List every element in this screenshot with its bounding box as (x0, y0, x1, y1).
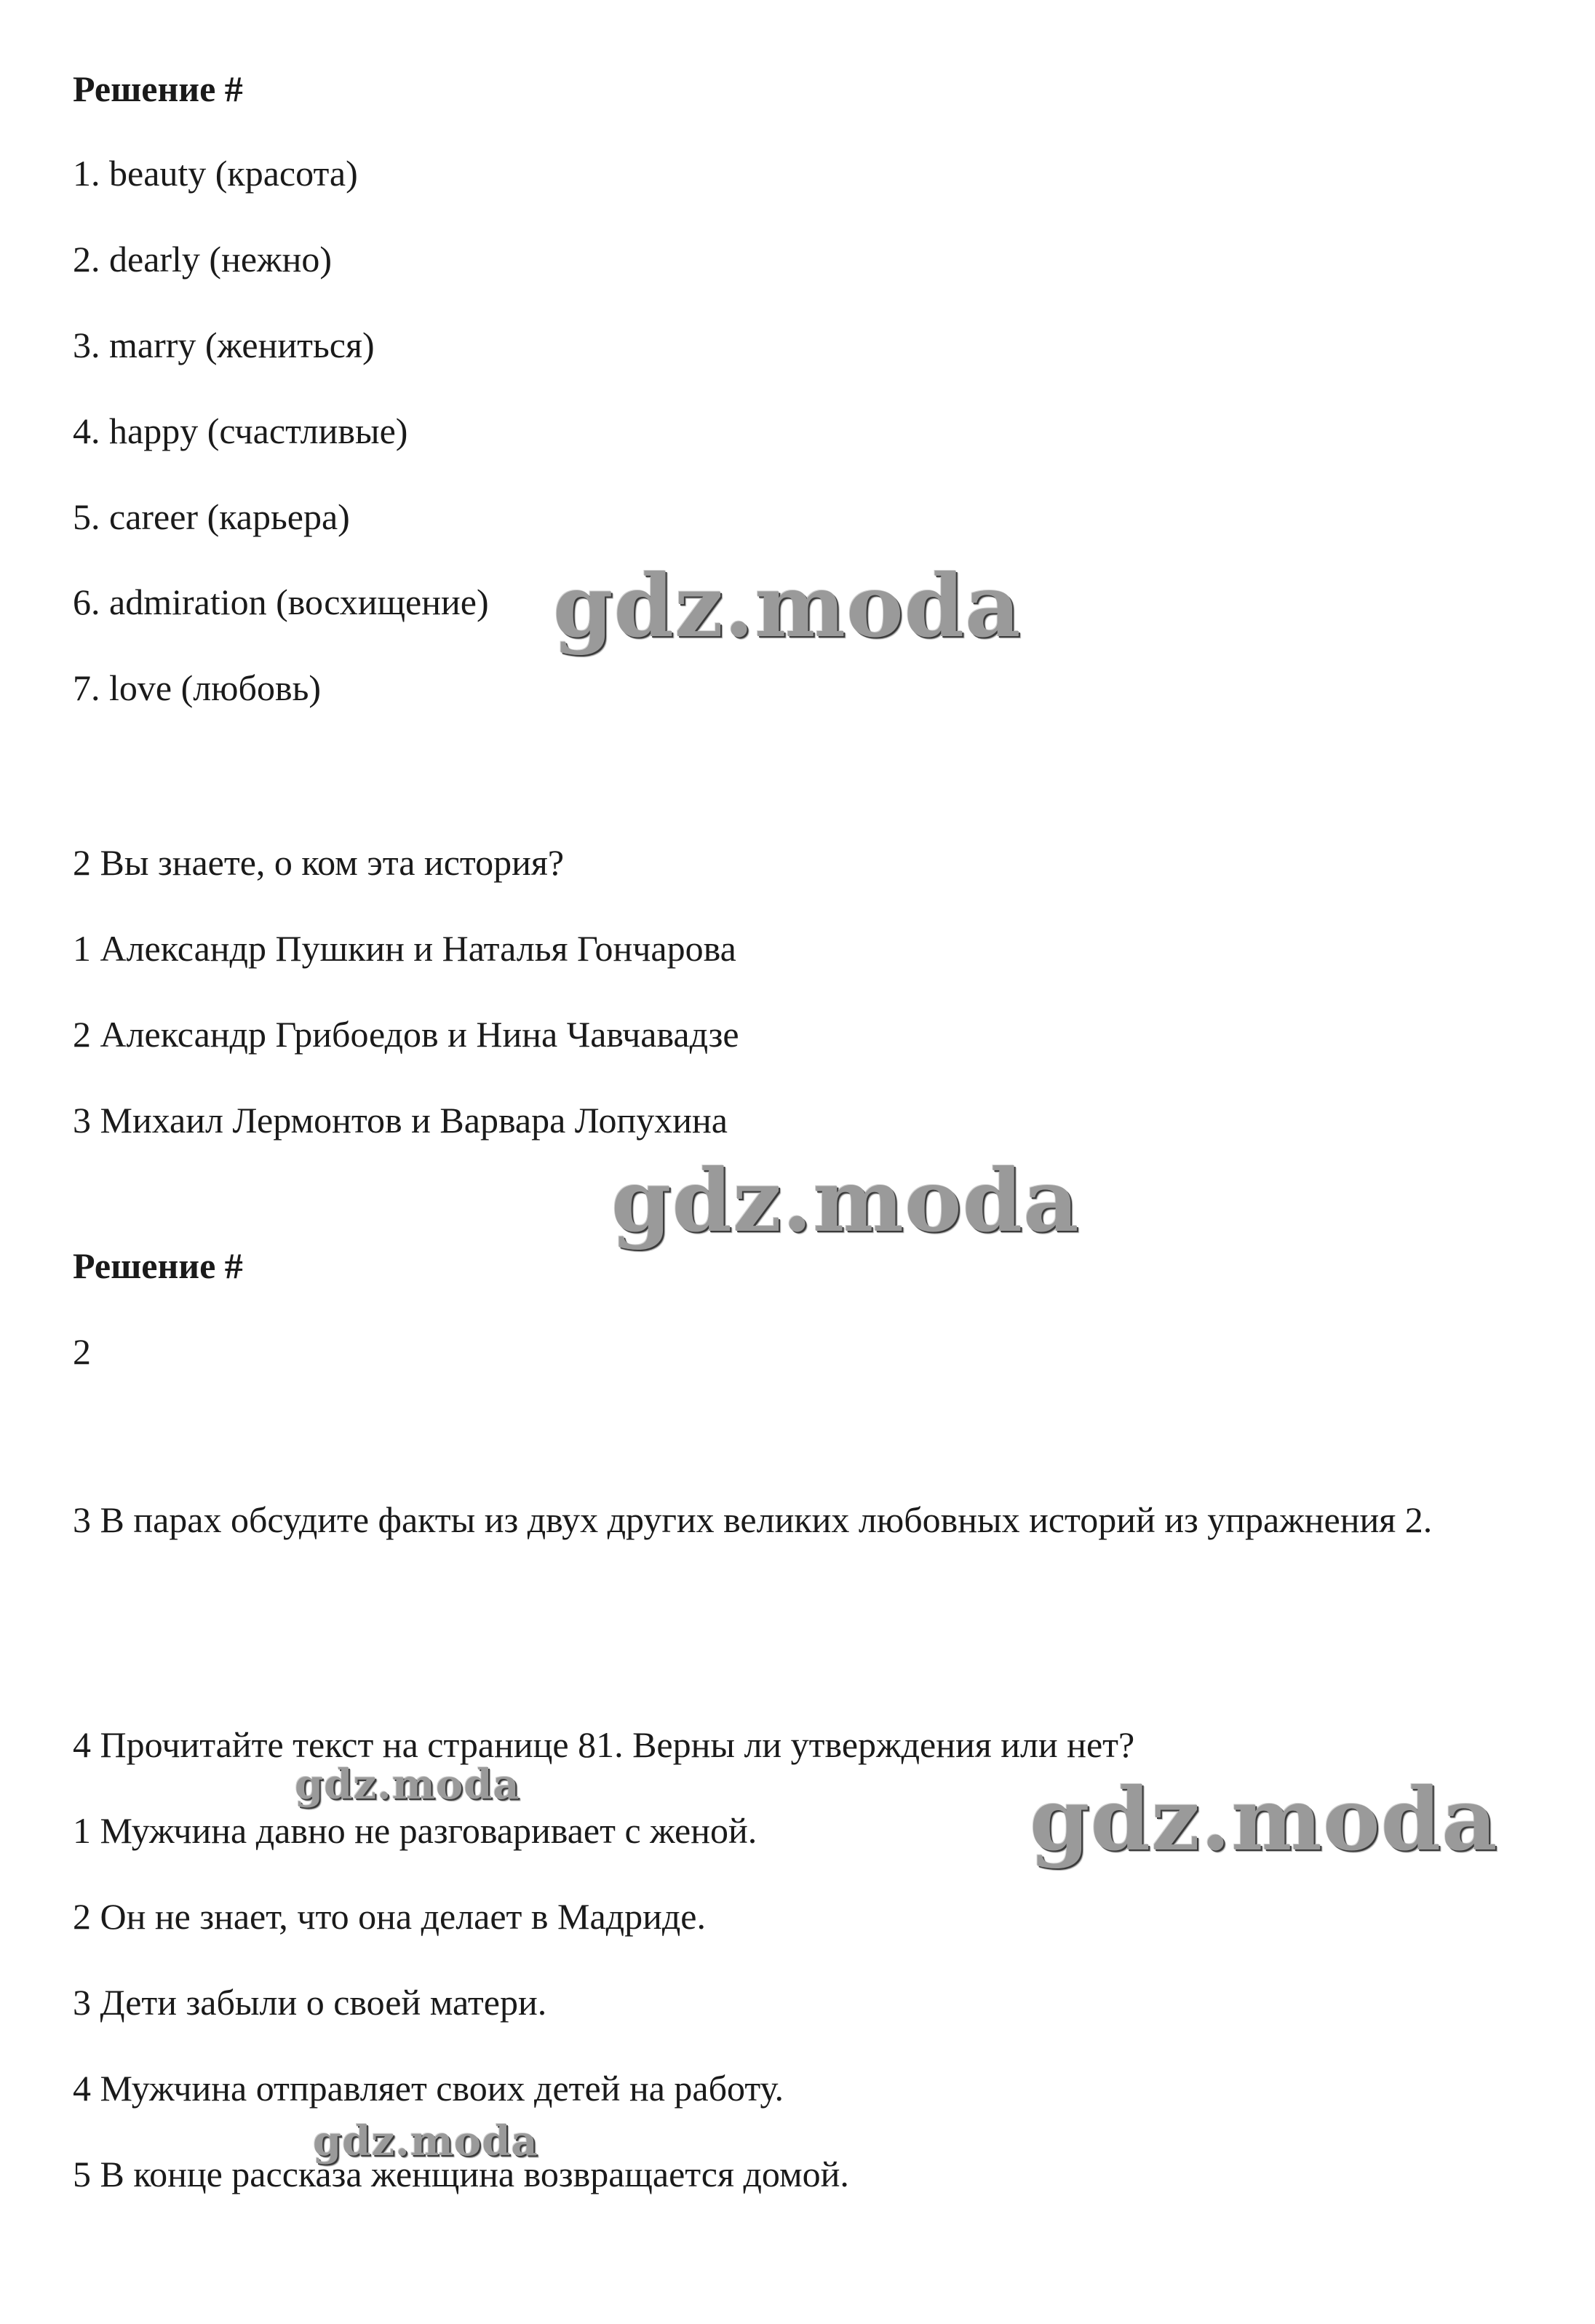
question-text: 2 Вы знаете, о ком эта история? (73, 842, 565, 883)
list-item: 4 Мужчина отправляет своих детей на работу. (73, 2068, 784, 2109)
watermark: gdz.moda (1030, 1769, 1498, 1870)
watermark: gdz.moda (295, 1761, 520, 1809)
list-item: 5. career (карьера) (73, 496, 350, 537)
list-item: 3 Михаил Лермонтов и Варвара Лопухина (73, 1100, 728, 1141)
list-item: 5 В конце рассказа женщина возвращается домой. (73, 2154, 849, 2194)
task-text: 4 Прочитайте текст на странице 81. Верны ли утверждения или нет? (73, 1724, 1135, 1765)
list-item: 3. marry (жениться) (73, 325, 375, 365)
list-item: 2 Он не знает, что она делает в Мадриде. (73, 1896, 706, 1937)
list-item: 7. love (любовь) (73, 667, 322, 708)
list-item: 4. happy (счастливые) (73, 411, 408, 451)
list-item: 2. dearly (нежно) (73, 239, 332, 279)
solution-heading: Решение # (73, 1245, 243, 1286)
answer-text: 2 (73, 1331, 91, 1372)
list-item: 1. beauty (красота) (73, 153, 358, 194)
list-item: 1 Александр Пушкин и Наталья Гончарова (73, 928, 736, 969)
list-item: 6. admiration (восхищение) (73, 582, 489, 622)
task-text: 3 В парах обсудите факты из двух других великих любовных историй из упражнения 2. (73, 1499, 1433, 1540)
watermark: gdz.moda (313, 2117, 538, 2165)
watermark: gdz.moda (611, 1150, 1080, 1251)
list-item: 3 Дети забыли о своей матери. (73, 1982, 547, 2023)
list-item: 1 Мужчина давно не разговаривает с женой. (73, 1810, 757, 1851)
watermark: gdz.moda (553, 555, 1022, 657)
list-item: 2 Александр Грибоедов и Нина Чавчавадзе (73, 1014, 739, 1055)
solution-heading: Решение # (73, 68, 243, 109)
